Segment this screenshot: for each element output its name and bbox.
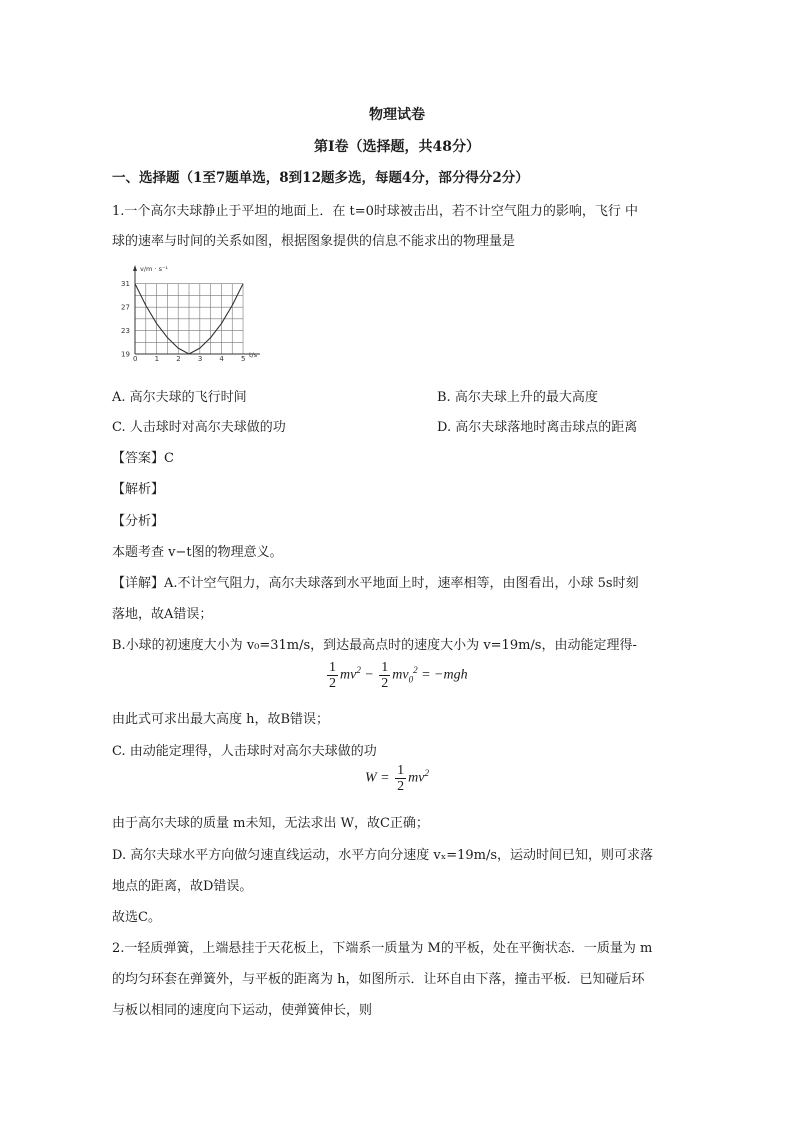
volume-title: 第Ⅰ卷（选择题，共48分） — [313, 139, 481, 155]
b-explanation: B.小球的初速度大小为 v₀=31m/s，到达最高点时的速度大小为 v=19m/s，由动能定理得- — [112, 638, 637, 653]
d-explanation-line1: D. 高尔夫球水平方向做匀速直线运动，水平方向分速度 vₓ=19m/s，运动时间已知，则可求落 — [112, 848, 654, 863]
x-tick-label: 1 — [154, 355, 160, 362]
graph-y-axis-label: v/m · s⁻¹ — [140, 265, 168, 273]
question-1-stem-line2: 球的速率与时间的关系如图，根据图象提供的信息不能求出的物理量是 — [112, 234, 516, 249]
d-explanation-line2: 地点的距离，故D错误。 — [112, 879, 253, 894]
question-2-line1: 2.一轻质弹簧，上端悬挂于天花板上，下端系一质量为 M的平板，处在平衡状态．一质量为 m — [112, 941, 653, 956]
section-heading: 一、选择题（1至7题单选，8到12题多选，每题4分，部分得分2分） — [112, 170, 529, 186]
y-tick-label: 31 — [121, 280, 130, 289]
graph-x-axis-label: t/s — [249, 351, 258, 359]
b-conclusion: 由此式可求出最大高度 h，故B错误； — [112, 712, 330, 727]
y-tick-label: 19 — [121, 350, 130, 359]
final-choice: 故选C。 — [112, 910, 161, 925]
detail-line2: 落地，故A错误； — [112, 607, 213, 622]
y-tick-label: 27 — [121, 303, 130, 312]
analysis-heading: 【解析】 — [112, 482, 165, 497]
x-tick-label: 3 — [197, 355, 203, 362]
answer-line: 【答案】C — [112, 451, 174, 466]
graph-axes — [133, 265, 260, 354]
work-formula: W = $\frac{1}{2}$ $mv^2$ — [365, 763, 429, 794]
graph-grid — [135, 284, 243, 354]
x-tick-label: 5 — [241, 355, 246, 362]
kinetic-energy-formula: $\frac{1}{2}$ $mv^2$ − $\frac{1}{2}$ $mv_0^2 = -mgh$ — [329, 660, 468, 691]
x-tick-label: 2 — [176, 355, 181, 362]
speed-time-graph — [118, 262, 268, 362]
option-b: B. 高尔夫球上升的最大高度 — [437, 390, 598, 405]
graph-x-ticks — [133, 355, 246, 362]
question-1-stem-line1: 1.一个高尔夫球静止于平坦的地面上．在 t=0时球被击出，若不计空气阻力的影响，飞行 中 — [112, 204, 639, 219]
graph-y-ticks — [121, 280, 130, 358]
c-explanation: C. 由动能定理得，人击球时对高尔夫球做的功 — [112, 744, 377, 759]
paper-title: 物理试卷 — [369, 107, 425, 123]
option-c: C. 人击球时对高尔夫球做的功 — [112, 420, 286, 435]
fenxi-heading: 【分析】 — [112, 514, 165, 529]
option-a: A. 高尔夫球的飞行时间 — [112, 390, 247, 405]
option-d: D. 高尔夫球落地时离击球点的距离 — [437, 420, 638, 435]
question-2-line3: 与板以相同的速度向下运动，使弹簧伸长，则 — [112, 1003, 373, 1018]
x-tick-label: 4 — [219, 355, 224, 362]
x-tick-label: 0 — [133, 355, 138, 362]
fenxi-text: 本题考查 v−t图的物理意义。 — [112, 545, 283, 560]
question-2-line2: 的均匀环套在弹簧外，与平板的距离为 h，如图所示．让环自由下落，撞击平板．已知碰后环 — [112, 972, 645, 987]
detail-line1: 【详解】A.不计空气阻力，高尔夫球落到水平地面上时，速率相等，由图看出，小球 5s时刻 — [112, 576, 639, 591]
y-tick-label: 23 — [121, 327, 130, 336]
c-conclusion: 由于高尔夫球的质量 m未知，无法求出 W，故C正确； — [112, 816, 429, 831]
